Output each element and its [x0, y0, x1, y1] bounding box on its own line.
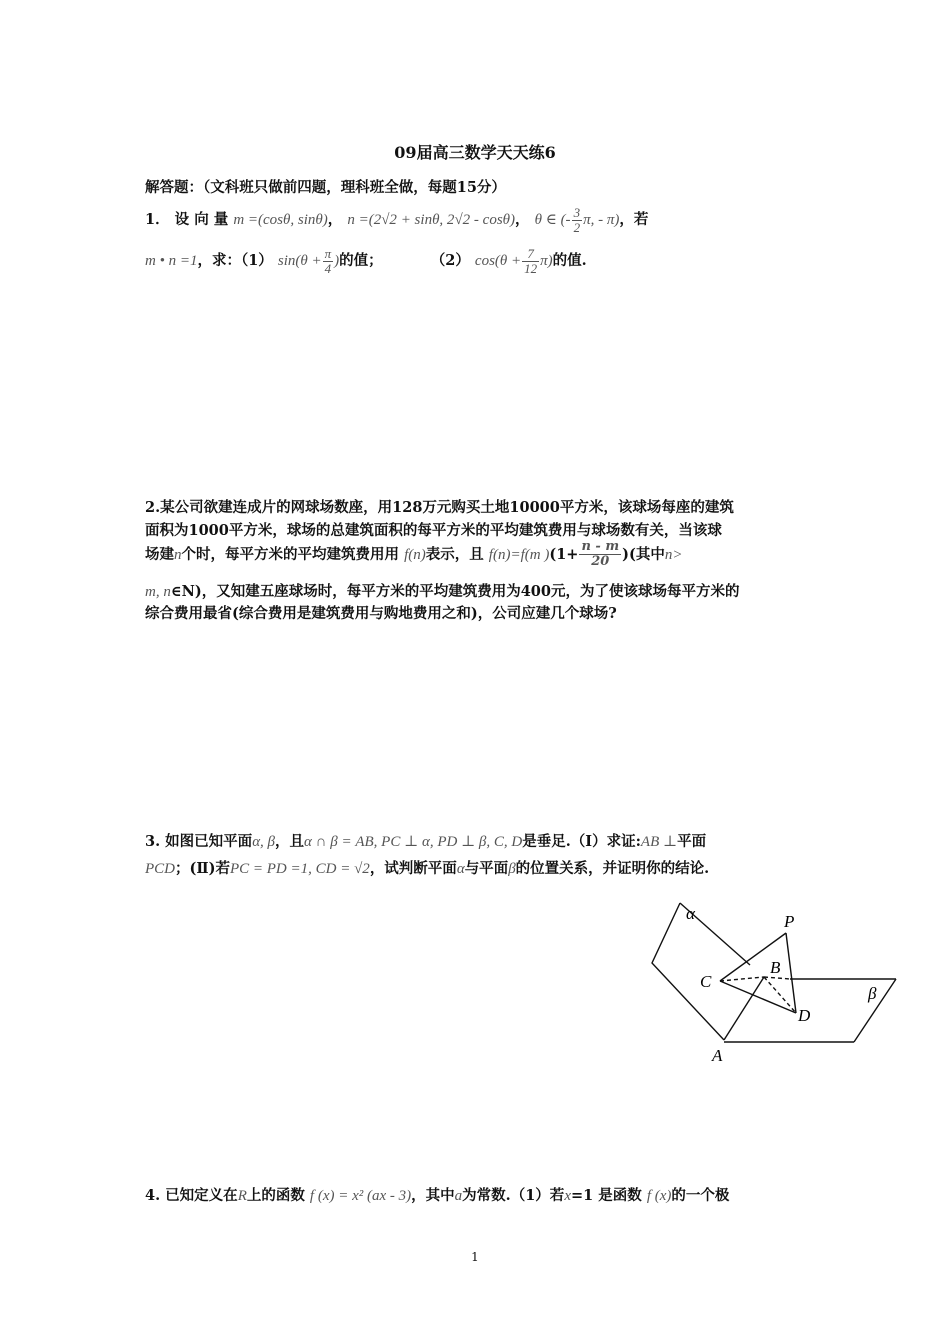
beta: β	[508, 861, 516, 877]
q1-text: 的值；	[339, 252, 383, 270]
fraction-numerator: 7	[522, 247, 539, 262]
set-r: R	[237, 1188, 247, 1204]
question-3-line-2	[145, 857, 709, 878]
formula-f: f(n)=f(m )	[488, 546, 550, 563]
question-2-line-4	[145, 580, 739, 601]
q3-text: 平面	[677, 833, 707, 850]
fraction-denominator: 2	[573, 220, 581, 236]
variable-a: a	[454, 1188, 463, 1204]
question-1-number: 1．	[145, 211, 170, 229]
q1-text: 设 向 量	[174, 211, 229, 229]
theta-range-part: θ ∈ (-	[534, 212, 571, 229]
theta-range	[534, 205, 620, 236]
fraction-denominator: 20	[591, 554, 610, 570]
question-2-line-5: 综合费用最省(综合费用是建筑费用与购地费用之和)，公司应建几个球场?	[145, 605, 617, 622]
dot-product: m • n =1	[145, 253, 198, 270]
q4-text: 4. 已知定义在	[145, 1187, 238, 1204]
expression-part: π)	[540, 253, 553, 270]
q3-text: 与平面	[464, 860, 509, 877]
plane-pcd: PCD	[145, 861, 175, 877]
plane-alpha-edge	[652, 903, 724, 1040]
perpendicular: AB ⊥	[640, 834, 678, 850]
q3-text: 是垂足.（Ⅰ）求证:	[522, 833, 641, 850]
hidden-segment-beta	[764, 977, 790, 979]
q4-text: ，其中	[411, 1187, 455, 1204]
segment-pd	[786, 933, 796, 1013]
q4-text: =1 是函数	[570, 1187, 642, 1204]
comma: ，	[327, 211, 343, 229]
instructions: 解答题：（文科班只做前四题，理科班全做，每题15分）	[145, 179, 506, 196]
label-a: A	[712, 1046, 723, 1065]
q3-text: ，试判断平面	[369, 860, 457, 877]
sqrt-2: √2	[381, 212, 397, 229]
expression-2	[474, 246, 553, 277]
function-fx: f (x)	[646, 1188, 672, 1204]
expression-part: cos(θ +	[474, 253, 522, 270]
q1-ask: ，求：（1）	[197, 252, 273, 270]
hidden-segment-bd	[764, 977, 796, 1013]
function-definition: f (x) = x² (ax - 3)	[309, 1188, 412, 1204]
lengths: PC = PD =1, CD = √2	[229, 861, 370, 877]
q1-part-2: （2）	[430, 252, 470, 270]
fraction-n-m-20	[579, 540, 621, 570]
q4-text: 为常数.（1）若	[462, 1187, 565, 1204]
q4-text: 的一个极	[671, 1187, 730, 1204]
label-d: D	[798, 1006, 811, 1025]
label-alpha: α	[686, 904, 695, 923]
label-beta: β	[868, 984, 877, 1003]
question-1-line-2	[145, 247, 587, 277]
q2-text: 场建	[145, 545, 174, 563]
sqrt-2: √2	[454, 212, 471, 229]
q1-text: ，若	[619, 211, 649, 229]
q1-text: 的值.	[552, 252, 587, 270]
label-b: B	[770, 958, 781, 977]
intersection-line-ab	[724, 977, 764, 1040]
theta-range-part: π, - π)	[583, 212, 620, 229]
question-2-line-2: 面积为1000平方米，球场的总建筑面积的每平方米的平均建筑费用与球场数有关，当该球	[145, 522, 722, 539]
vector-n-part: - cosθ)	[470, 212, 516, 229]
geometry-figure	[640, 895, 910, 1070]
fraction-denominator: 4	[324, 261, 332, 277]
variables-mn: m, n	[145, 584, 171, 600]
expression-1	[277, 246, 340, 277]
vector-n-part: n =(2	[347, 212, 382, 229]
fraction-numerator: n - m	[581, 539, 620, 554]
vector-m: m =(cosθ, sinθ)	[233, 212, 328, 229]
function-fn: f(n)	[404, 546, 426, 563]
fraction-3-2	[572, 206, 583, 236]
q3-text: 的位置关系，并证明你的结论.	[515, 860, 710, 877]
q3-text: ；(Ⅱ)若	[175, 860, 230, 877]
fraction-pi-4	[323, 247, 334, 277]
question-3-line-1	[145, 830, 706, 851]
question-2-line-3	[145, 540, 682, 570]
q2-text: 表示，且	[425, 545, 484, 563]
expression-part: )	[334, 253, 340, 270]
planes: α, β	[252, 834, 276, 850]
question-2-line-1: 2.某公司欲建连成片的网球场数座，用128万元购买土地10000平方米，该球场每座的建筑	[145, 499, 734, 516]
fraction-numerator: π	[324, 246, 332, 261]
q3-text: 3. 如图已知平面	[145, 833, 253, 850]
comma: ，	[515, 211, 530, 229]
vector-n-part: + sinθ, 2	[396, 212, 455, 229]
page-title: 09届高三数学天天练6	[394, 143, 556, 162]
fraction-7-12	[522, 247, 539, 277]
page-number: 1	[471, 1250, 479, 1264]
fraction-denominator: 12	[524, 261, 538, 277]
q2-text: (1+	[549, 545, 579, 563]
q2-text: ∈N)，又知建五座球场时，每平方米的平均建筑费用为400元，为了使该球场每平方米的	[170, 583, 740, 600]
inequality: n>	[664, 546, 683, 563]
variable-x: x	[564, 1188, 571, 1204]
vector-n	[347, 212, 515, 228]
alpha: α	[456, 861, 465, 877]
q2-text: 个时，每平方米的平均建筑费用用	[181, 545, 399, 563]
label-c: C	[700, 972, 712, 991]
question-4-line-1	[145, 1184, 729, 1205]
q2-text: )(其中	[622, 545, 665, 563]
condition: α ∩ β = AB, PC ⊥ α, PD ⊥ β, C, D	[304, 834, 523, 850]
hidden-segment-cb	[720, 977, 764, 981]
q4-text: 上的函数	[246, 1187, 305, 1204]
question-1-line-1	[145, 206, 648, 236]
variable-n: n	[174, 546, 182, 563]
expression-part: sin(θ +	[277, 253, 322, 270]
fraction-numerator: 3	[573, 205, 581, 220]
q3-text: ，且	[275, 833, 305, 850]
label-p: P	[784, 912, 795, 931]
